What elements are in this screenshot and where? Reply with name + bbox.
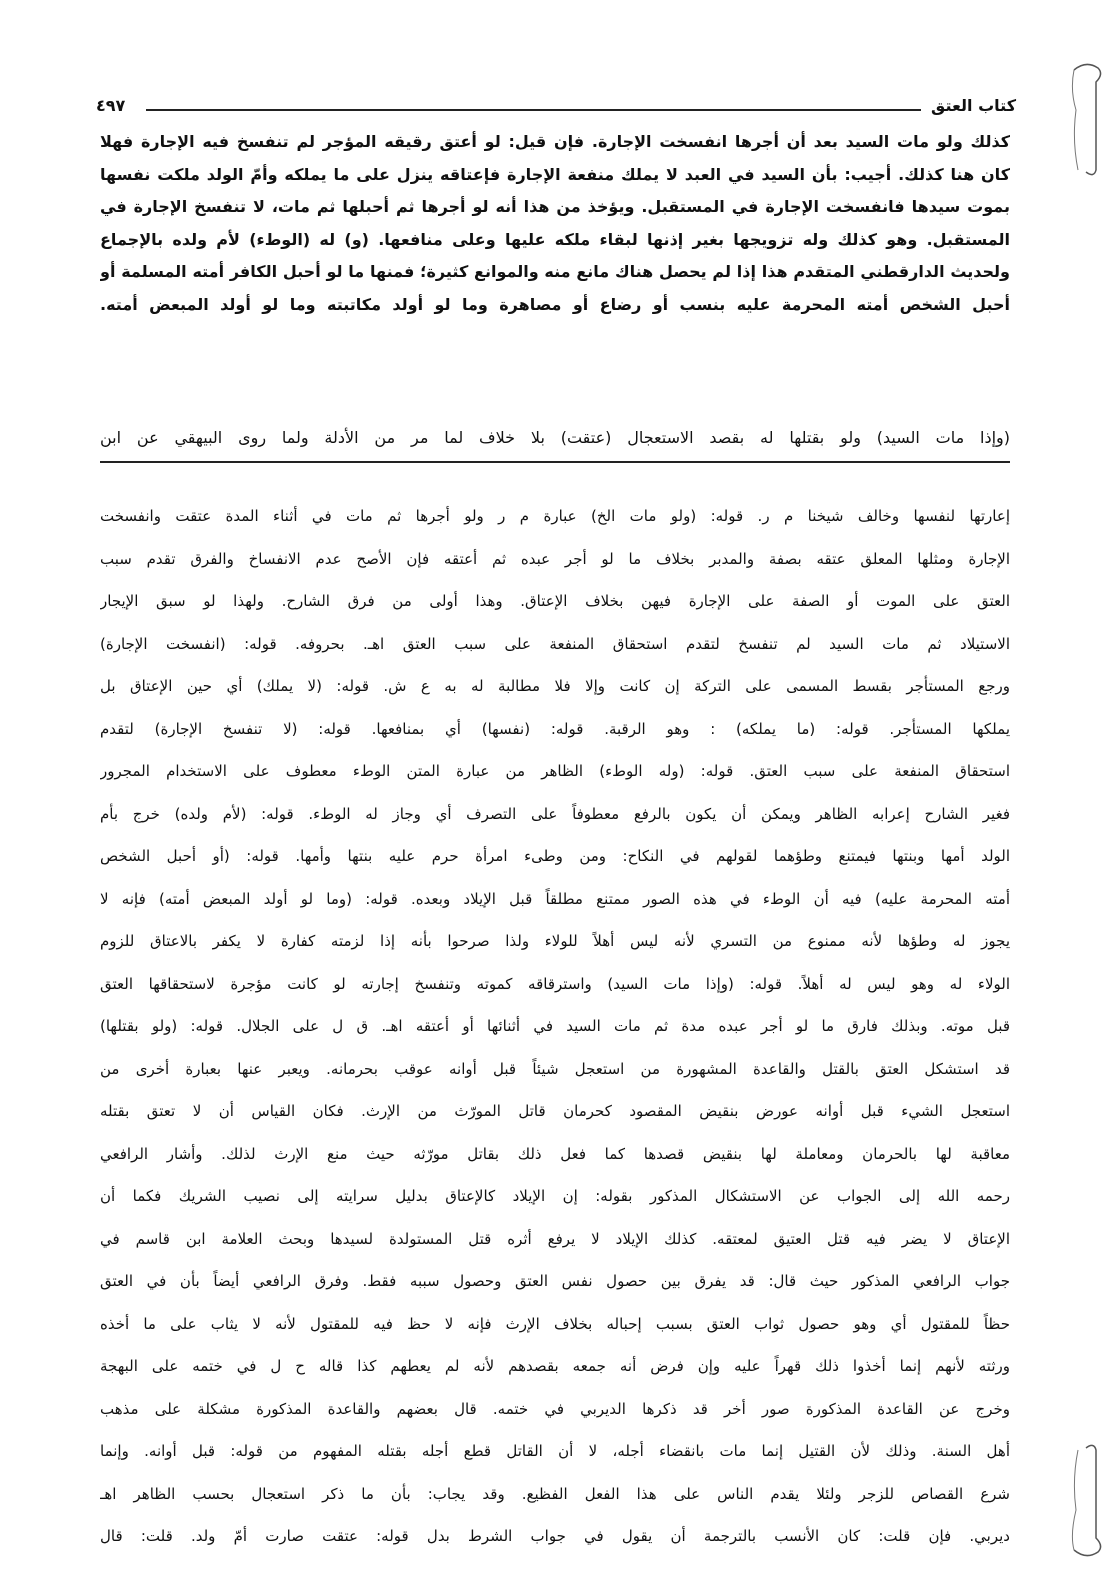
note-line: الولاء له وهو ليس له أهلاً. قوله: (وإذا مات السيد) واسترقاقه كموته وتنفسخ إجارته لو كانت مؤجرة لاستحقاقها العتق bbox=[100, 974, 1010, 993]
note-line: ورثته لأنهم إنما أخذوا ذلك قهراً عليه وإن فرض أنه جمعه بقصدهم لأنه لم يعطهم كذا قاله ح ل في ختمه على البهجة bbox=[100, 1357, 1010, 1375]
note-line: الإجارة ومثلها المعلق عتقه بصفة والمدبر بخلاف ما لو أجر عبده ثم أعتقه فإن الأصح عدم الانفساخ والفرق تقدم سبب bbox=[100, 549, 1010, 568]
note-line: الولد أمها وبنتها فيمتنع وطؤهما لقولهم في النكاح: ومن وطىء امرأة حرم عليه بنتها وأمها. قوله: (أو أحبل الشخص bbox=[100, 847, 1010, 865]
matn-verse bbox=[100, 422, 1010, 454]
note-line: أمته المحرمة عليه) فيه أن الوطء في هذه الصور ممتنع مطلقاً قبل الإيلاد وبعده. قوله: (وما لو أولد المبعض أمته) فإنه لا bbox=[100, 889, 1010, 908]
note-line: قد استشكل العتق بالقتل والقاعدة المشهورة من استعجل شيئاً قبل أوانه عوقب بحرمانه. ويعبر عنها بعبارة أخرى من bbox=[100, 1059, 1010, 1078]
commentary-notes bbox=[100, 495, 1010, 1558]
decorative-scroll-top-icon bbox=[1066, 60, 1106, 180]
text-line: كان هنا كذلك. أجيب: بأن السيد في العبد لا يملك منفعة الإجارة فإعتاقه ينزل على ما يملكه وأمّ الولد ملكت نفسها bbox=[100, 164, 1010, 184]
note-line: رحمه الله إلى الجواب عن الاستشكال المذكور بقوله: إن الإيلاد كالإعتاق بدليل سرايته إلى نصيب الشريك فكما أن bbox=[100, 1187, 1010, 1205]
footnote-separator bbox=[100, 461, 1010, 463]
text-line: المستقبل. وهو كذلك وله تزويجها بغير إذنها لبقاء ملكه عليها وعلى منافعها. (و) له (الوطء) لأم ولده بالإجماع bbox=[100, 229, 1010, 249]
page-number: ٤٩٧ bbox=[96, 96, 126, 115]
note-line: قبل موته. وبذلك فارق ما لو أجر عبده مدة ثم مات السيد في أثنائها أو أعتقه اهـ. ق ل على الجلال. قوله: (ولو بقتلها) bbox=[100, 1017, 1010, 1035]
note-line: الاستيلاد ثم مات السيد لم تنفسخ لتقدم استحقاق المنفعة على سبب العتق اهـ. بحروفه. قوله: (انفسخت الإجارة) bbox=[100, 634, 1010, 653]
note-line: حظاً للمقتول أي وهو حصول ثواب العتق بسبب إحباله بخلاف الإرث فإنه لا حظ فيه للمقتول لأنه لا يثاب على ما أخذه bbox=[100, 1314, 1010, 1333]
note-line: ديربي. فإن قلت: كان الأنسب بالترجمة أن يقول في جواب الشرط بدل قوله: عتقت صارت أمّ ولد. قلت: قال bbox=[100, 1527, 1010, 1545]
note-line: استعجل الشيء قبل أوانه عورض بنقيض المقصود كحرمان قاتل المورّث من الإرث. فكان القياس أن لا تعتق بقتله bbox=[100, 1102, 1010, 1120]
main-text bbox=[100, 126, 1010, 321]
running-header bbox=[96, 96, 1016, 122]
note-line: فغير الشارح إعرابه الظاهر ويمكن أن يكون بالرفع معطوفاً على التصرف أي وجاز له الوطء. قوله: (لأم ولده) خرج بأم bbox=[100, 804, 1010, 823]
decorative-scroll-bottom-icon bbox=[1066, 1440, 1106, 1560]
note-line: أهل السنة. وذلك لأن القتيل إنما مات بانقضاء أجله، لا أن القاتل قطع أجله بقتله المفهوم من قوله: قبل أوانه. وإنما bbox=[100, 1442, 1010, 1460]
note-line: ورجع المستأجر بقسط المسمى على التركة إن كانت وإلا فلا مطالبة له به ع ش. قوله: (لا يملك) أي حين الإعتاق بل bbox=[100, 677, 1010, 695]
text-line: بموت سيدها فانفسخت الإجارة في المستقبل. ويؤخذ من هذا أنه لو أجرها ثم أحبلها ثم مات، لا تنفسخ الإجارة في bbox=[100, 197, 1010, 216]
note-line: إعارتها لنفسها وخالف شيخنا م ر. قوله: (ولو مات الخ) عبارة م ر ولو أجرها ثم مات في أثناء المدة عتقت وانفسخت bbox=[100, 507, 1010, 525]
book-title: كتاب العتق bbox=[931, 96, 1016, 115]
text-line: أحبل الشخص أمته المحرمة عليه بنسب أو رضاع أو مصاهرة وما لو أولد مكاتبته وما لو أولد المبعض أمته. bbox=[100, 294, 1010, 314]
note-line: شرع القصاص للزجر ولئلا يقدم الناس على هذا الفعل الفظيع. وقد يجاب: بأن ما ذكر استعجال بحسب الظاهر اهـ bbox=[100, 1484, 1010, 1503]
note-line: وخرج عن القاعدة المذكورة صور أخر قد ذكرها الديربي في ختمه. قال بعضهم والقاعدة المذكورة مشكلة على مذهب bbox=[100, 1399, 1010, 1418]
note-line: الإعتاق لا يضر فيه قتل العتيق لمعتقه. كذلك الإيلاد لا يرفع أثره قتل المستولدة لسيدها وبحث العلامة ابن قاسم في bbox=[100, 1229, 1010, 1248]
text-line: ولحديث الدارقطني المتقدم هذا إذا لم يحصل هناك مانع منه والموانع كثيرة؛ فمنها ما لو أحبل الكافر أمته المسلمة أو bbox=[100, 262, 1010, 281]
note-line: العتق على الموت أو الصفة على الإجارة فيهن بخلاف الإعتاق. وهذا أولى من فرق الشارح. ولهذا لو سبق الإيجار bbox=[100, 592, 1010, 610]
header-rule bbox=[146, 109, 921, 111]
text-line: كذلك ولو مات السيد بعد أن أجرها انفسخت الإجارة. فإن قيل: لو أعتق رقيقه المؤجر لم تنفسخ فيه الإجارة فهلا bbox=[100, 132, 1010, 151]
text-line: (وإذا مات السيد) ولو بقتلها له بقصد الاستعجال (عتقت) بلا خلاف لما مر من الأدلة ولما روى البيهقي عن ابن bbox=[100, 428, 1010, 447]
note-line: يجوز له وطؤها لأنه ممنوع من التسري لأنه ليس أهلاً للولاء ولذا صرحوا بأنه إذا لزمته كفارة لا يكفر بالاعتاق للزوم bbox=[100, 932, 1010, 950]
note-line: جواب الرافعي المذكور حيث قال: قد يفرق بين حصول نفس العتق وحصول سببه فقط. وفرق الرافعي أيضاً بأن في العتق bbox=[100, 1272, 1010, 1290]
note-line: يملكها المستأجر. قوله: (ما يملكه) : وهو الرقبة. قوله: (نفسها) أي بمنافعها. قوله: (لا تنفسخ الإجارة) لتقدم bbox=[100, 719, 1010, 738]
note-line: استحقاق المنفعة على سبب العتق. قوله: (وله الوطء) الظاهر من عبارة المتن الوطء معطوف على الاستخدام المجرور bbox=[100, 762, 1010, 780]
note-line: معاقبة لها بالحرمان ومعاملة لها بنقيض قصدها كما فعل ذلك بقاتل مورّثه حيث منع الإرث لذلك. وأشار الرافعي bbox=[100, 1144, 1010, 1163]
